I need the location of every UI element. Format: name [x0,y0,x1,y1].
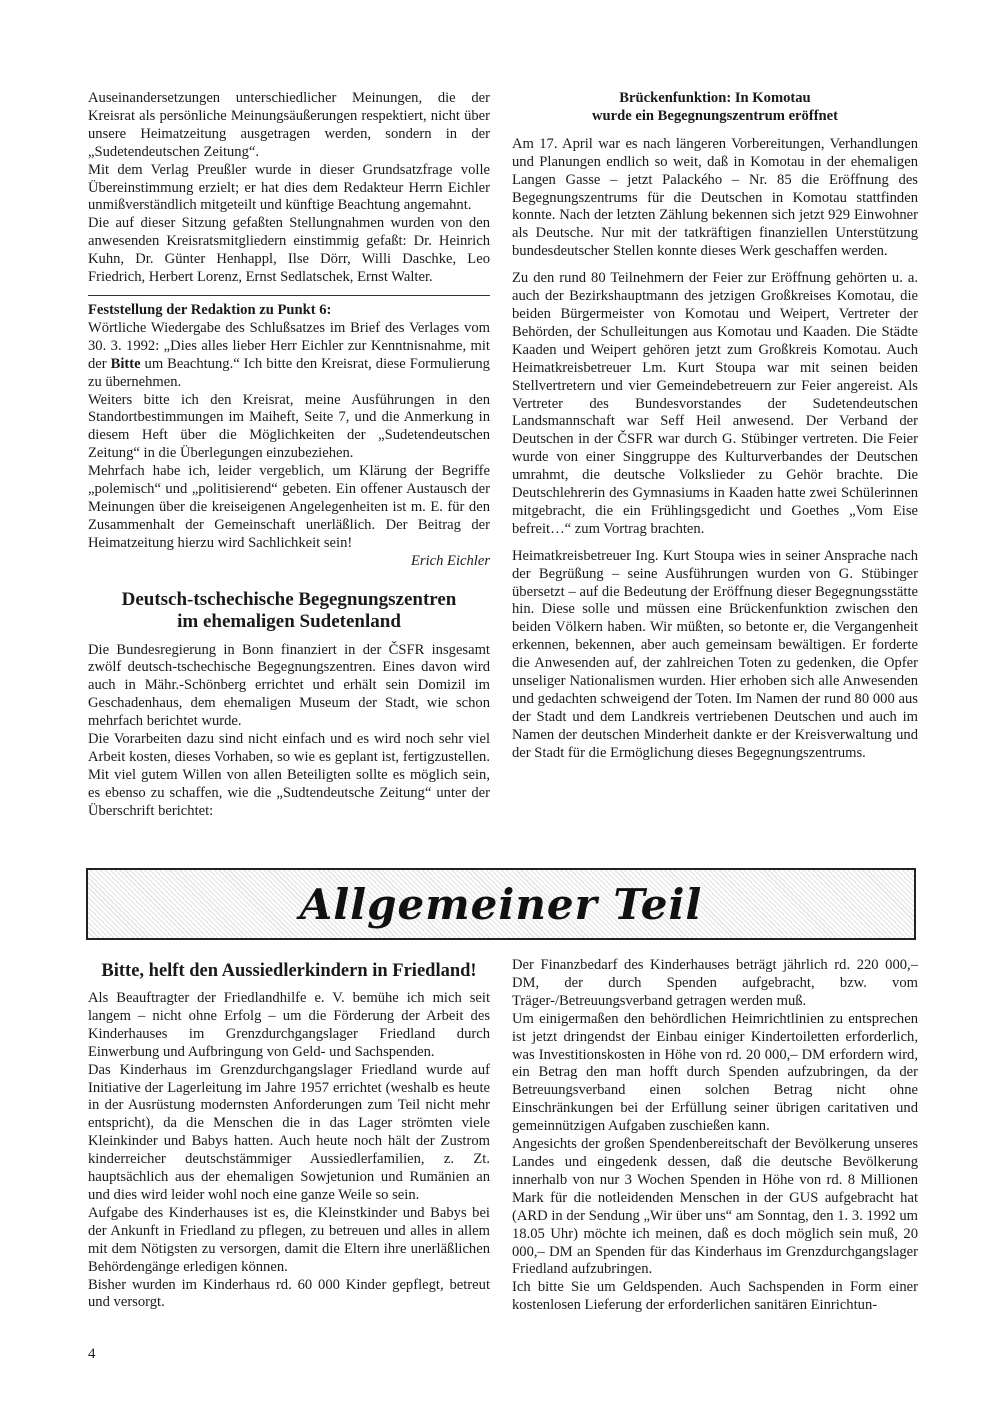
article-title [88,589,490,633]
komotau-paragraph: Heimatkreisbetreuer Ing. Kurt Stoupa wies in seiner Ansprache nach der Begrüßung – seine Ausführungen wurden von G. Stübinger übersetzt – auf die Bedeutung der Eröffnung dieser Begegnungsstätte hin. Diese solle und müssen eine Brückenfunktion zwischen den beiden Völkern haben. Wir müßten, so betonte er, die Vergangenheit erkennen, bekennen, aber auch gemeinsam bewältigen. Er forderte die Anwesenden auf, der zahlreichen Toten zu gedenken, die Opfer unseliger Nationalismen wurden. Hier erhoben sich alle Anwesenden und gedachten schweigend der Toten. Im Namen der rund 80 000 aus der Stadt und dem Landkreis vertriebenen Deutschen und auch im Namen der deutschen Minderheit dankte er der Kreisverwaltung und der Stadt für die Ermöglichung dieses Begegnungszentrums. [512,547,918,761]
statement-text: um Beachtung.“ Ich bitte den Kreisrat, diese Formulierung zu übernehmen. [88,355,490,390]
intro-paragraph: Mit dem Verlag Preußler wurde in dieser Grundsatzfrage volle Übereinstimmung erzielt; er hat dies dem Redakteur Herrn Eichler unmißverständlich mitgeteilt und künftige Beachtung angemahnt. [88,161,490,214]
section-banner [86,868,916,940]
signature: Erich Eichler [410,552,490,569]
friedland-paragraph: Das Kinderhaus im Grenzdurchgangslager Friedland wurde auf Initiative der Lagerleitung im Jahre 1957 errichtet (weshalb es heute in der Ausrüstung modernsten Anforderungen zum Teil nicht mehr entspricht), da die Menschen die in das Lager strömten viele Kleinkinder und Babys hatten. Auch heute noch hält der Zustrom kinderreicher deutschstämmiger Aussiedlerfamilien, z. Zt. hauptsächlich aus der ehemaligen Sowjetunion und Rumänien an und dies wird leider wohl noch eine ganze Weile so sein. [88,1061,490,1203]
statement-text: Wörtliche Wiedergabe des Schlußsatzes im Brief des Verlages vom 30. 3. 1992: „Dies alles lieber Herr Eichler zur Kenntnisnahme, mit der [88,319,490,372]
article-title-line: im ehemaligen Sudetenland [177,610,401,632]
statement-paragraph: Mehrfach habe ich, leider vergeblich, um Klärung der Begriffe „polemisch“ und „politisierend“ gebeten. Ein offener Austausch der Meinungen über die kreiseigenen Angelegenheiten ist m. E. für den Zusammenhalt der Gemeinschaft unerläßlich. Der Beitrag der Heimatzeitung hierzu wird Sachlichkeit sein! [88,463,490,551]
intro-paragraph: Auseinandersetzungen unterschiedlicher Meinungen, die der Kreisrat als persönliche Meinungsäußerungen respektiert, nicht über unsere Heimatzeitung ausgetragen werden, sondern in der „Sudetendeutschen Zeitung“. [88,90,490,160]
page-number: 4 [88,1346,96,1362]
left-column-bottom [88,960,490,1312]
friedland-paragraph: Der Finanzbedarf des Kinderhauses beträgt jährlich rd. 220 000,– DM, der durch Spenden aufgebracht, bzw. vom Träger-/Betreuungsverband getragen werden muß. [512,957,918,1009]
intro-paragraph: Die auf dieser Sitzung gefaßten Stellungnahmen wurden von den anwesenden Kreisratsmitgliedern einstimmig gefaßt: Dr. Heinrich Kuhn, Dr. Günter Henhappl, Ilse Dörr, Willi Daschke, Leo Friedrich, Herbert Lorenz, Ernst Sedlatschek, Ernst Walter. [88,215,490,286]
statement-paragraph: Weiters bitte ich den Kreisrat, meine Ausführungen in den Standortbestimmungen im Maiheft, Seite 7, und die Anmerkung in diesem Heft über die Möglichkeiten der „Sudetendeutschen Zeitung“ in die Überlegungen einzubeziehen. [88,391,490,462]
friedland-paragraph: Aufgabe des Kinderhauses ist es, die Kleinstkinder und Babys bei der Ankunft in Friedland zu pflegen, zu betreuen und alles in allem mit dem Nötigsten zu versorgen, damit die Eltern ihre unerläßlichen Behördengänge erledigen können. [88,1204,490,1275]
banner-title: Allgemeiner Teil [299,879,703,929]
komotau-heading-line: wurde ein Begegnungszentrum eröffnet [591,107,839,124]
friedland-paragraph: Ich bitte Sie um Geldspenden. Auch Sachspenden in Form einer kostenlosen Lieferung der erforderlichen sanitären Einrichtun- [512,1279,918,1314]
statement-heading: Feststellung der Redaktion zu Punkt 6: [88,301,332,318]
section-divider [88,295,490,296]
left-column-top [88,90,490,821]
statement-paragraph [88,320,490,392]
friedland-paragraph: Bisher wurden im Kinderhaus rd. 60 000 Kinder gepflegt, betreut und versorgt. [88,1276,490,1311]
friedland-paragraph: Als Beauftragter der Friedlandhilfe e. V. bemühe ich mich seit langem – nicht ohne Erfolg – um die Förderung der Arbeit des Kinderhauses im Grenzdurchgangslager Friedland durch Einwerbung und Aufbringung von Geld- und Sachspenden. [88,990,490,1060]
komotau-paragraph: Zu den rund 80 Teilnehmern der Feier zur Eröffnung gehörten u. a. auch der Bezirkshauptmann des jetzigen Großkreises Komotau, die beiden Bürgermeister von Komotau und Weipert, Vertreter der Behörden, der Schulleitungen aus Komotau und Kaaden. Die Städte Kaaden und Weipert gehören jetzt zum Großkreis Komotau. Auch Heimatkreisbetreuer Lm. Kurt Stoupa war mit seinen beiden Stellvertretern und vier Gemeindebetreuern zur Feier angereist. Als Vertreter des Bundesvorstandes der Sudetendeutschen Landsmannschaft war Seff Heil anwesend. Der Verband der Deutschen in der ČSFR war durch G. Stübinger vertreten. Die Feier wurde von einer Singgruppe des Kulturverbandes der Deutschen umrahmt, die deutsche Volkslieder zu Gehör brachte. Die Deutschlehrerin des Gymnasiums in Kaaden hatte zwei Schülerinnen mitgebracht, die ein Frühlingsgedicht und Goethes „Vom Eise befreit…“ zum Vortrag brachten. [512,270,918,537]
komotau-paragraph: Am 17. April war es nach längeren Vorbereitungen, Verhandlungen und Planungen endlich so weit, daß in Komotau in der ehemaligen Langen Gasse – jetzt Palackého – Nr. 85 die Eröffnung des Begegnungszentrums für die Deutschen in Komotau stattfinden konnte. Nach der letzten Zählung bekennen sich jetzt 929 Einwohner als Deutsche. Nur mit der tatkräftigen finanziellen Unterstützung bundesdeutscher Stellen konnte dieses Werk geschaffen werden. [512,135,918,260]
komotau-heading-line: Brückenfunktion: In Komotau [619,90,811,106]
statement-emphasis: Bitte [110,355,141,372]
article-paragraph: Die Bundesregierung in Bonn finanziert in der ČSFR insgesamt zwölf deutsch-tschechische Begegnungszentren. Eines davon wird auch in Mähr.-Schönberg errichtet und erhält sein Domizil im Geschadenhaus, dem ehemaligen Museum der Stadt, wie schon mehrfach berichtet wurde. [88,641,490,730]
right-column-bottom [512,957,918,1315]
komotau-heading [512,90,918,126]
right-column-top [512,90,918,763]
article-title-line: Deutsch-tschechische Begegnungszentren [121,588,457,610]
friedland-paragraph: Angesichts der großen Spendenbereitschaft der Bevölkerung unseres Landes und eingedenk dessen, daß die deutsche Bevölkerung innerhalb von nur 3 Wochen Spenden in Höhe von rd. 8 Millionen Mark für die notleidenden Menschen in der GUS aufgebracht hat (ARD in der Sendung „Wir über uns“ am Sonntag, den 1. 3. 1992 um 18.05 Uhr) möchte ich meinen, daß es doch möglich sein muß, 20 000,– DM an Spenden für das Kinderhaus im Grenzdurchgangslager Friedland aufzubringen. [512,1136,918,1278]
friedland-paragraph: Um einigermaßen den behördlichen Heimrichtlinien zu entsprechen ist jetzt dringendst der Einbau einiger Kindertoiletten erforderlich, was Investitionskosten in Höhe von rd. 20 000,– DM erfordern wird, ein Betrag den man hofft durch Spenden aufzubringen, da der Betreuungsverband einen solchen Betrag nicht ohne Einschränkungen bei der Erfüllung seiner übrigen caritativen und gemeinnützigen Aufgaben zuschießen kann. [512,1010,918,1135]
article-paragraph: Die Vorarbeiten dazu sind nicht einfach und es wird noch sehr viel Arbeit kosten, dieses Vorhaben, so wie es geplant ist, fertigzustellen. Mit viel gutem Willen von allen Beteiligten sollte es möglich sein, es ebenso zu schaffen, wie die „Sudtendeutsche Zeitung“ unter der Überschrift berichtet: [88,731,490,819]
friedland-title: Bitte, helft den Aussiedlerkindern in Friedland! [101,961,477,981]
